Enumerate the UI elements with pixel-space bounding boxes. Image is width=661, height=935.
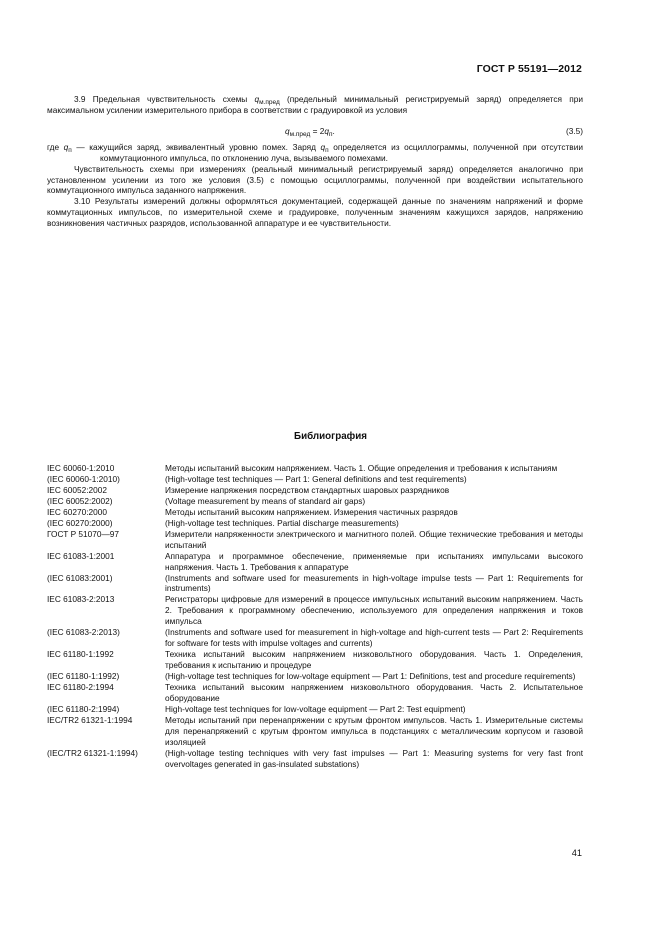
bibliography-code: (IEC 61180-2:1994)	[47, 703, 120, 714]
bibliography-entry	[47, 529, 583, 551]
bibliography-text: (High-voltage test techniques — Part 1: General definitions and test requirements)	[165, 473, 467, 484]
bibliography-entry	[47, 518, 583, 529]
bibliography-code: IEC 60060-1:2010	[47, 463, 115, 473]
bibliography-text: (High-voltage testing techniques with very fast impulses — Part 1: Measuring systems for very fast front overvoltages generated in gas-insulated substations)	[165, 747, 583, 769]
bibliography-code: IEC 61180-2:1994	[47, 682, 114, 693]
bibliography-entry	[47, 594, 583, 627]
page-number: 41	[571, 848, 582, 858]
bibliography-list	[47, 463, 583, 770]
bibliography-text: Регистраторы цифровые для измерений в процессе импульсных испытаний высоким напряжением. Часть 2. Требования к программному обеспечению, используемого для определения напряжения и токов импульса	[165, 594, 583, 627]
formula-3-5	[47, 124, 583, 140]
bibliography-code: (IEC 61180-1:1992)	[47, 671, 120, 682]
bibliography-text: Методы испытаний высоким напряжением. Измерения частичных разрядов	[165, 506, 458, 517]
bibliography-entry	[47, 627, 583, 649]
bibliography-code: (IEC 61083:2001)	[47, 572, 113, 583]
bibliography-entry	[47, 463, 583, 474]
section-body	[47, 94, 583, 229]
bibliography-text: High-voltage test techniques for low-voltage equipment — Part 2: Test equipment)	[165, 703, 466, 714]
bibliography-entry	[47, 496, 583, 507]
formula-number: (3.5)	[565, 125, 583, 136]
bibliography-text: (Voltage measurement by means of standard air gaps)	[165, 495, 366, 506]
bibliography-text: (High-voltage test techniques for low-voltage equipment — Part 1: Definitions, test and procedure requirements)	[165, 671, 576, 682]
bibliography-code: (IEC 60270:2000)	[47, 517, 113, 528]
paragraph-sensitivity: Чувствительность схемы при измерениях (реальный минимальный регистрируемый заряд) определяется аналогично при установленном усилении из того же условия (3.5) с помощью осциллограммы, полученной при воздействии испытательного коммутационного импульса заданного напряжения.	[47, 163, 583, 196]
bibliography-entry	[47, 573, 583, 595]
bibliography-code: IEC 61083-2:2013	[47, 594, 115, 605]
bibliography-entry	[47, 485, 583, 496]
bibliography-code: ГОСТ Р 51070—97	[47, 528, 120, 539]
bibliography-text: Методы испытаний высоким напряжением. Часть 1. Общие определения и требования к испытаниям	[165, 463, 558, 473]
bibliography-code: IEC 61180-1:1992	[47, 649, 114, 660]
bibliography-text: Аппаратура и программное обеспечение, применяемые при испытаниях импульсами высокого напряжения. Часть 1. Требования к аппаратуре	[165, 550, 583, 572]
bibliography-entry	[47, 474, 583, 485]
paragraph-3-9: 3.9 Предельная чувствительность схемы $q_{м.пред}$ (предельный минимальный регистрируемый заряд) определяется при максимальном усилении измерительного прибора в соответствии с градуировкой из условия	[47, 94, 583, 115]
bibliography-entry	[47, 649, 583, 671]
formula: $q_{м.пред} = 2q_п$.	[285, 125, 335, 138]
bibliography-code: (IEC/TR2 61321-1:1994)	[47, 747, 138, 758]
bibliography-entry	[47, 704, 583, 715]
bibliography-text: Измерители напряженности электрического и магнитного полей. Общие технические требования и методы испытаний	[165, 528, 583, 550]
bibliography-entry	[47, 551, 583, 573]
bibliography-entry	[47, 671, 583, 682]
bibliography-entry	[47, 507, 583, 518]
bibliography-title: Библиография	[294, 431, 367, 442]
bibliography-text: (Instruments and software used for measurements in high-voltage impulse tests — Part 1: Requirements for instruments)	[165, 572, 583, 594]
bibliography-text: Методы испытаний при перенапряжении с крутым фронтом импульсов. Часть 1. Измерительные системы для перенапряжений с крутым фронтом импульса в подстанциях с металлическим корпусом и газовой изоляцией	[165, 714, 583, 747]
bibliography-entry	[47, 748, 583, 770]
bibliography-code: IEC 60270:2000	[47, 506, 107, 517]
bibliography-text: (High-voltage test techniques. Partial discharge measurements)	[165, 517, 399, 528]
formula-explanation: где $q_п$ — кажущийся заряд, эквивалентный уровню помех. Заряд $q_п$ определяется из осциллограммы, полученной при отсутствии коммутационного импульса, по отклонению луча, вызываемого помехами.	[47, 141, 583, 163]
bibliography-code: IEC/TR2 61321-1:1994	[47, 714, 133, 725]
bibliography-text: Измерение напряжения посредством стандартных шаровых разрядников	[165, 484, 450, 495]
bibliography-text: Техника испытаний высоким напряжением низковольтного оборудования. Часть 2. Испытательное оборудование	[165, 682, 583, 704]
bibliography-code: (IEC 61083-2:2013)	[47, 627, 120, 638]
bibliography-text: Техника испытаний высоким напряжением низковольтного оборудования. Часть 1. Определения, требования к испытанию и процедуре	[165, 649, 583, 671]
bibliography-code: (IEC 60052:2002)	[47, 495, 113, 506]
bibliography-code: IEC 61083-1:2001	[47, 550, 115, 561]
bibliography-code: IEC 60052:2002	[47, 484, 107, 495]
bibliography-text: (Instruments and software used for measurement in high-voltage and high-current tests — Part 2: Requirements for software for tests with impulse voltages and currents)	[165, 627, 583, 649]
document-standard-header: ГОСТ Р 55191—2012	[476, 63, 582, 75]
bibliography-entry	[47, 682, 583, 704]
bibliography-entry	[47, 715, 583, 748]
paragraph-3-10: 3.10 Результаты измерений должны оформляться документацией, содержащей данные по значениям напряжений и форме коммутационных импульсов, по измерительной схеме и градуировке, полученным значениям кажущихся зарядов, напряжению возникновения частичных разрядов, использованной аппаратуре и ее чувствительности.	[47, 196, 583, 229]
bibliography-code: (IEC 60060-1:2010)	[47, 473, 120, 484]
